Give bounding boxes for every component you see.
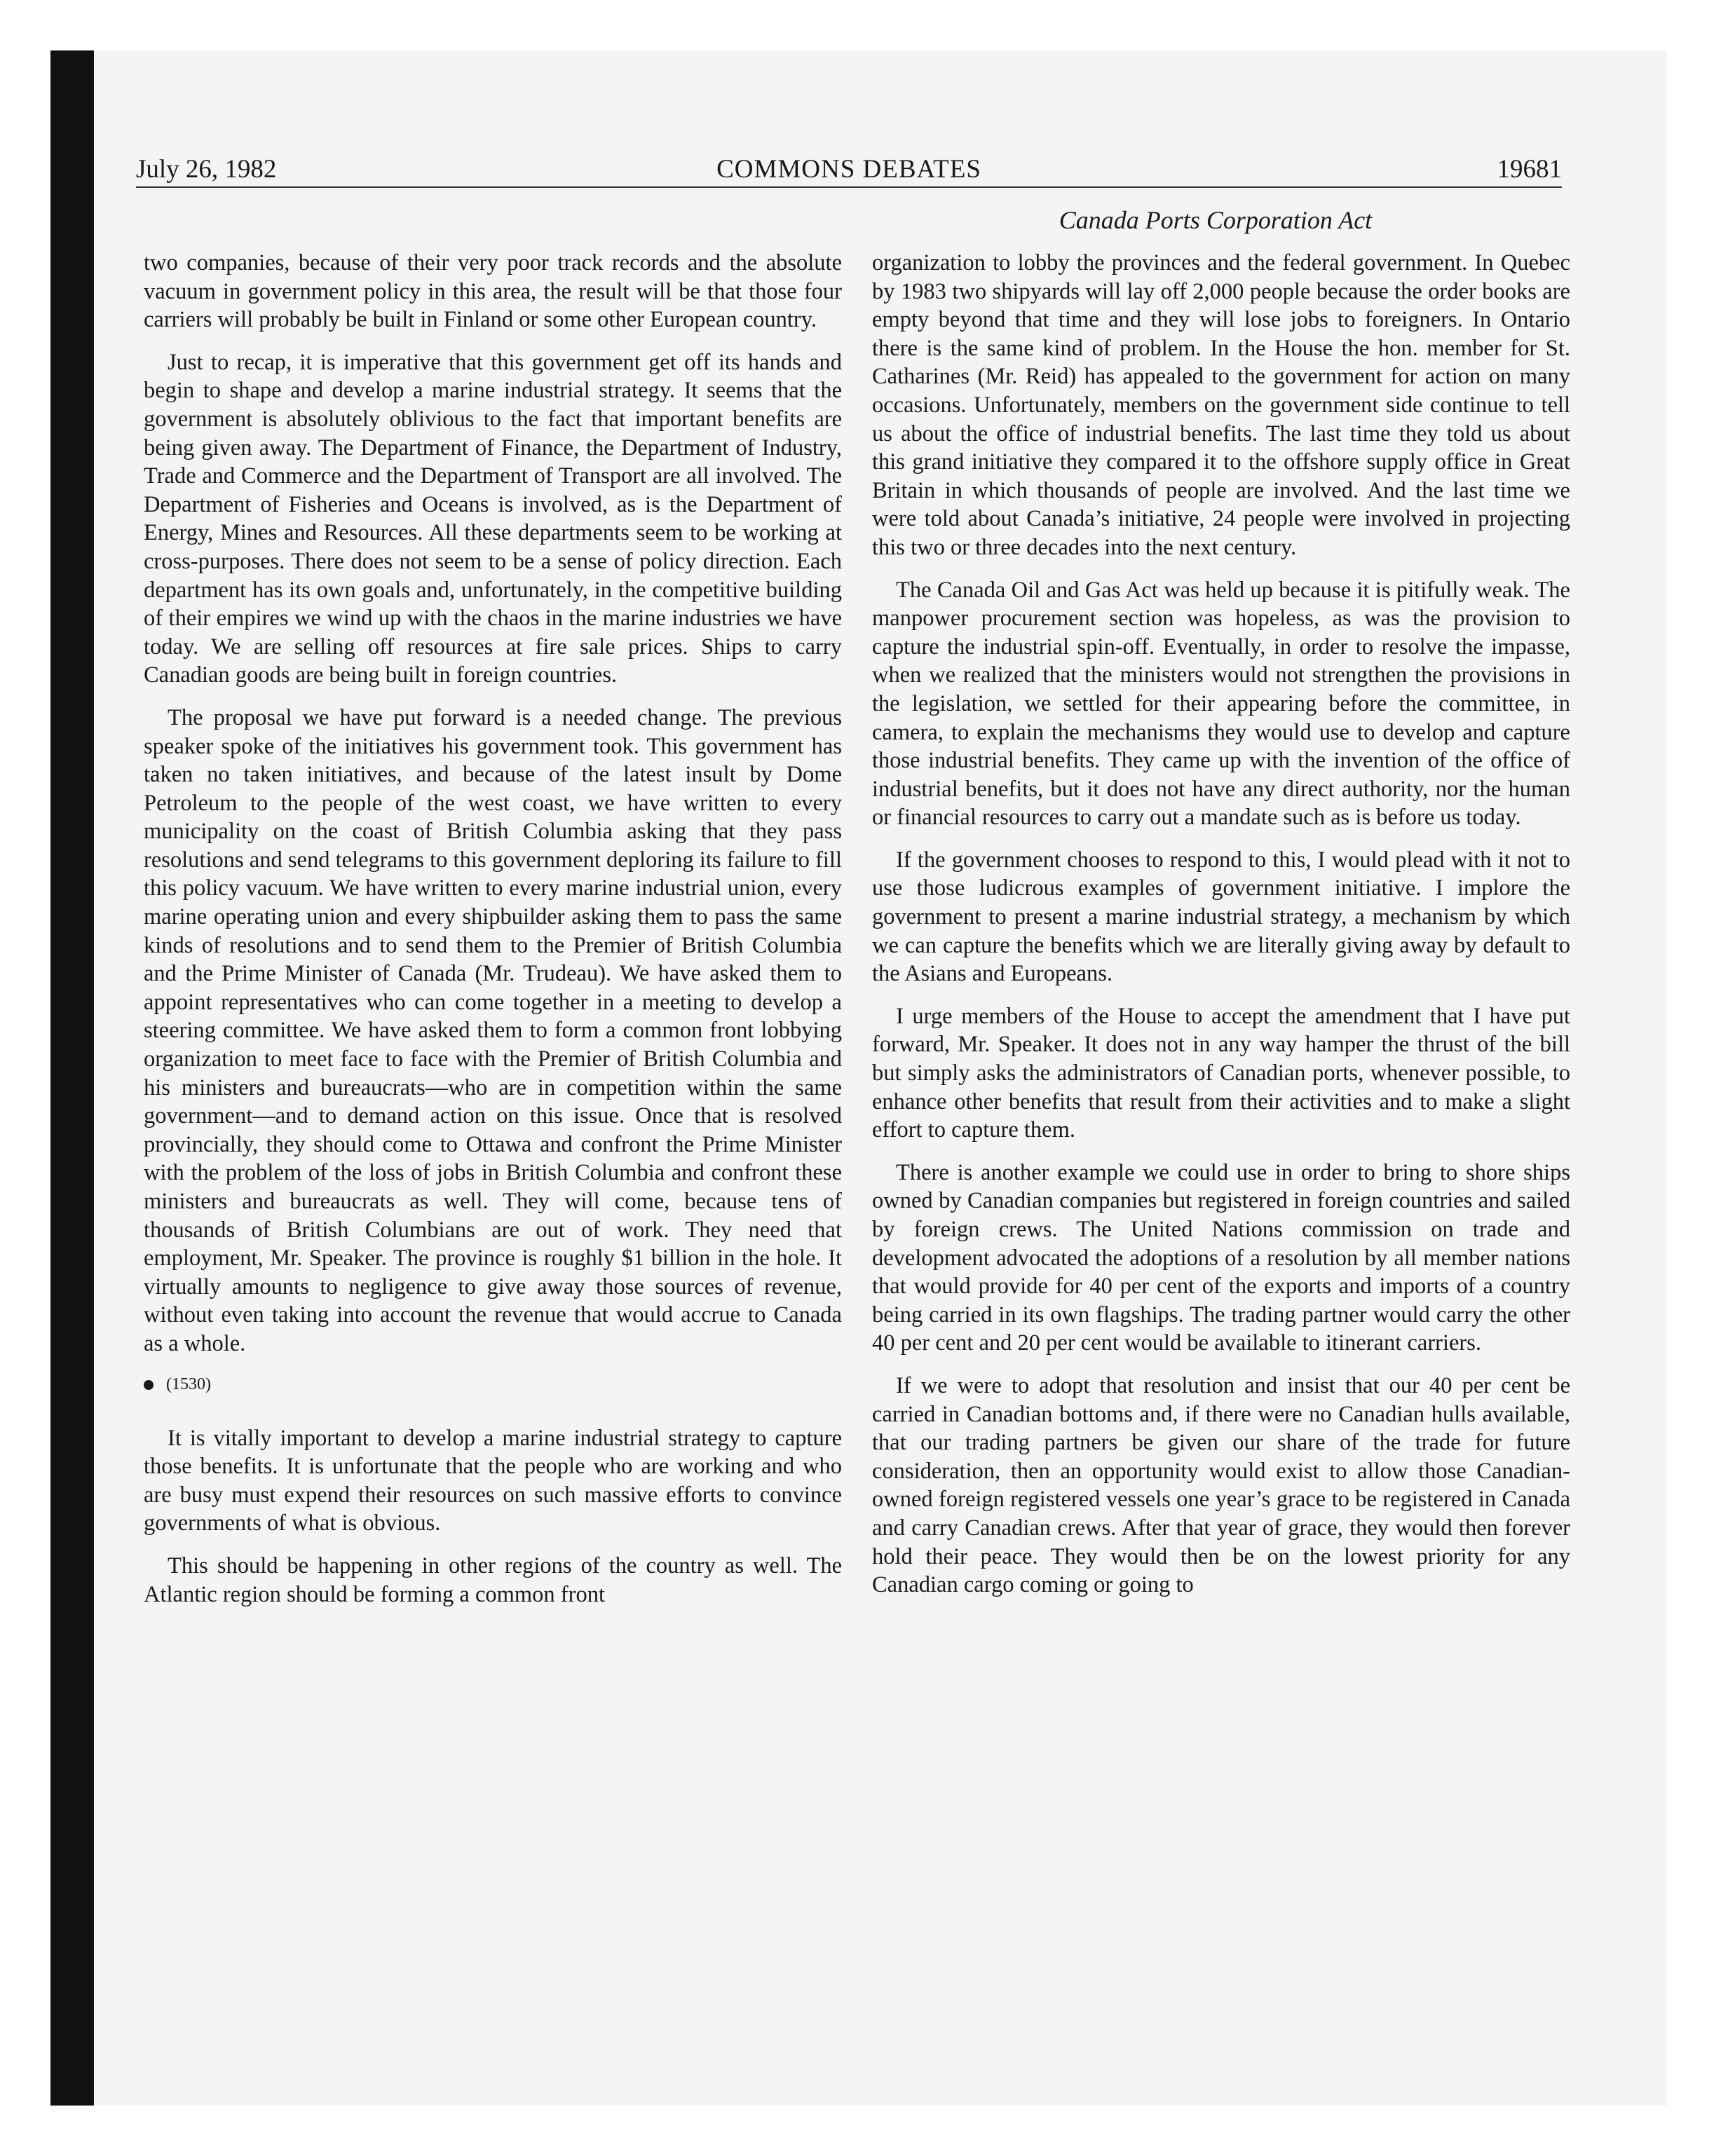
running-title: Canada Ports Corporation Act [1059, 206, 1373, 234]
left-paragraph-4: It is vitally important to develop a marine industrial strategy to capture those benefits. It is unfortunate that the people who are working and who are busy must expend their resources on such massive efforts to convince governments of what is obvious. [144, 1425, 842, 1536]
right-paragraph-2: The Canada Oil and Gas Act was held up because it is pitifully weak. The manpower procurement section was hopeless, as was the provision to capture the industrial spin-off. Eventually, in order to resolve the impasse, when we realized that the ministers would not strengthen the provisions in the legislation, we settled for their appearing before the committee, in camera, to explain the mechanisms they would use to develop and capture those industrial benefits. They came up with the invention of the office of industrial benefits, but it does not have any direct authority, nor the human or financial resources to carry out a mandate such as is before us today. [872, 577, 1570, 831]
right-column [872, 249, 1570, 1613]
left-column [144, 249, 842, 1623]
bullet-icon [144, 1380, 154, 1390]
time-marker-text: (1530) [166, 1374, 211, 1393]
right-paragraph-4: I urge members of the House to accept the amendment that I have put forward, Mr. Speaker. It does not in any way hamper the thrust of the bill but simply asks the administrators of Canadian ports, whenever possible, to enhance other benefits that result from their activities and to make a slight effort to capture them. [872, 1003, 1570, 1143]
left-paragraph-1: two companies, because of their very poor track records and the absolute vacuum in government policy in this area, the result will be that those four carriers will probably be built in Finland or some other European country. [144, 250, 842, 333]
left-paragraph-5: This should be happening in other regions of the country as well. The Atlantic region should be forming a common front [144, 1553, 842, 1607]
scan-binding-edge [50, 50, 94, 2106]
header-date: July 26, 1982 [136, 155, 277, 184]
left-paragraph-3: The proposal we have put forward is a needed change. The previous speaker spoke of the initiatives his government took. This government has taken no taken initiatives, and because of the latest insult by Dome Petroleum to the people of the west coast, we have written to every municipality on the coast of British Columbia asking that they pass resolutions and send telegrams to this government deploring its failure to fill this policy vacuum. We have written to every marine industrial union, every marine operating union and every shipbuilder asking them to pass the same kinds of resolutions and to send them to the Premier of British Columbia and the Prime Minister of Canada (Mr. Trudeau). We have asked them to appoint representatives who can come together in a meeting to develop a steering committee. We have asked them to form a common front lobbying organization to meet face to face with the Premier of British Columbia and his ministers and bureaucrats—who are in competition within the same government—and to demand action on this issue. Once that is resolved provincially, they should come to Ottawa and confront the Prime Minister with the problem of the loss of jobs in British Columbia and confront these ministers and bureaucrats as well. They will come, because tens of thousands of British Columbians are out of work. They need that employment, Mr. Speaker. The province is roughly $1 billion in the hole. It virtually amounts to negligence to give away those sources of revenue, without even taking into account the revenue that would accrue to Canada as a whole. [144, 704, 842, 1356]
right-paragraph-1: organization to lobby the provinces and the federal government. In Quebec by 1983 two shipyards will lay off 2,000 people because the order books are empty beyond that time and they will lose jobs to foreigners. In Ontario there is the same kind of problem. In the House the hon. member for St. Catharines (Mr. Reid) has appealed to the government for action on many occasions. Unfortunately, members on the government side continue to tell us about the office of industrial benefits. The last time they told us about this grand initiative they compared it to the offshore supply office in Great Britain in which thousands of people are involved. And the last time we were told about Canada’s initiative, 24 people were involved in projecting this two or three decades into the next century. [872, 250, 1570, 560]
left-paragraph-2: Just to recap, it is imperative that this government get off its hands and begin to shape and develop a marine industrial strategy. It seems that the government is absolutely oblivious to the fact that important benefits are being given away. The Department of Finance, the Department of Industry, Trade and Commerce and the Department of Transport are all involved. The Department of Fisheries and Oceans is involved, as is the Department of Energy, Mines and Resources. All these departments seem to be working at cross-purposes. There does not seem to be a sense of policy direction. Each department has its own goals and, unfortunately, in the competitive building of their empires we wind up with the chaos in the marine industries we have today. We are selling off resources at fire sale prices. Ships to carry Canadian goods are being built in foreign countries. [144, 349, 842, 688]
time-marker [144, 1372, 842, 1396]
right-paragraph-6: If we were to adopt that resolution and insist that our 40 per cent be carried in Canadian bottoms and, if there were no Canadian hulls available, that our trading partners be given our share of the trade for future consideration, then an opportunity would exist to allow those Canadian-owned foreign registered vessels one year’s grace to be registered in Canada and carry Canadian crews. After that year of grace, they would then forever hold their peace. They would then be on the lowest priority for any Canadian cargo coming or going to [872, 1372, 1570, 1598]
header-publication: COMMONS DEBATES [716, 155, 981, 184]
header-page-number: 19681 [1497, 155, 1562, 184]
right-paragraph-3: If the government chooses to respond to this, I would plead with it not to use those ludicrous examples of government initiative. I implore the government to present a marine industrial strategy, a mechanism by which we can capture the benefits which we are literally giving away by default to the Asians and Europeans. [872, 847, 1570, 987]
right-paragraph-5: There is another example we could use in order to bring to shore ships owned by Canadian companies but registered in foreign countries and sailed by foreign crews. The United Nations commission on trade and development advocated the adoptions of a resolution by all member nations that would provide for 40 per cent of the exports and imports of a country being carried in its own flagships. The trading partner would carry the other 40 per cent and 20 per cent would be available to itinerant carriers. [872, 1159, 1570, 1356]
page-header [136, 154, 1562, 188]
